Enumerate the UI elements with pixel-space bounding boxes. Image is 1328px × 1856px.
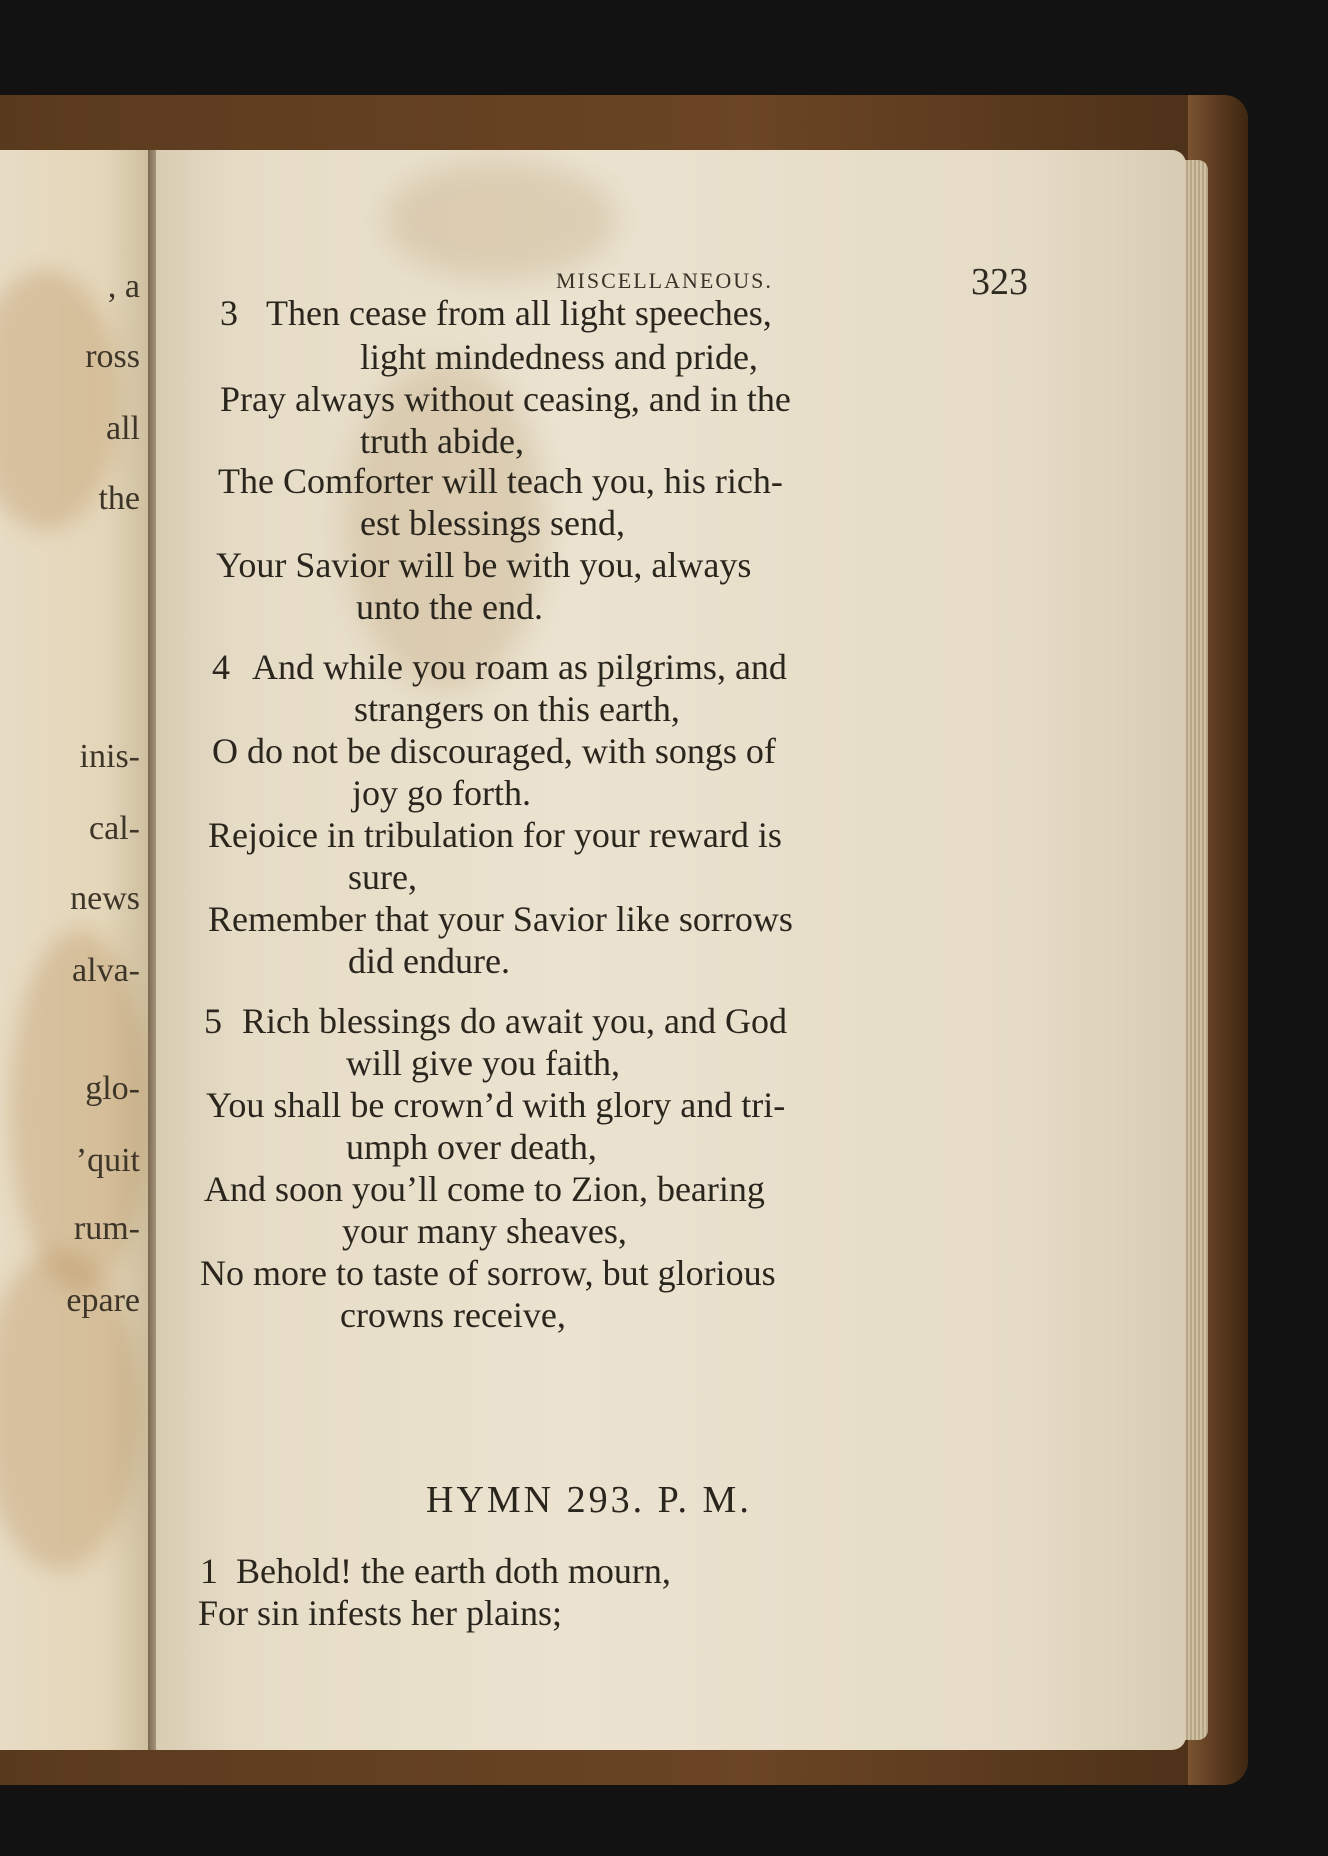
left-page <box>0 150 148 1750</box>
page-number: 323 <box>971 261 1028 303</box>
verse-line: est blessings send, <box>360 503 625 543</box>
verse-line: did endure. <box>348 941 510 981</box>
verse-number: 1 <box>200 1551 218 1591</box>
left-page-fragment: rum- <box>73 1210 140 1247</box>
verse-line: sure, <box>348 857 417 897</box>
verse-line: Remember that your Savior like sorrows <box>208 899 793 939</box>
verse-line: Pray always without ceasing, and in the <box>220 379 791 419</box>
verse-number: 3 <box>220 293 238 333</box>
verse-line: And soon you’ll come to Zion, bearing <box>204 1169 765 1209</box>
left-page-fragment: cal- <box>89 810 140 847</box>
page-stain <box>386 160 616 280</box>
hymn-title: HYMN 293. P. M. <box>426 1479 752 1521</box>
verse-line: You shall be crown’d with glory and tri- <box>206 1085 786 1125</box>
verse-number: 4 <box>212 647 230 687</box>
verse-line: joy go forth. <box>352 773 531 813</box>
running-head: MISCELLANEOUS. <box>556 268 773 293</box>
verse-number: 5 <box>204 1001 222 1041</box>
verse-line: And while you roam as pilgrims, and <box>252 647 787 687</box>
verse-line: No more to taste of sorrow, but glorious <box>200 1253 776 1293</box>
left-page-fragment: , a <box>107 268 140 305</box>
verse-line: your many sheaves, <box>342 1211 627 1251</box>
left-page-fragment: ross <box>85 338 140 375</box>
verse-line: Then cease from all light speeches, <box>266 293 772 333</box>
verse-line: light mindedness and pride, <box>360 337 758 377</box>
left-page-fragment: all <box>106 410 140 447</box>
left-page-fragment: alva- <box>72 952 140 989</box>
verse-line: unto the end. <box>356 587 543 627</box>
left-page-fragment: ’quit <box>75 1142 140 1179</box>
left-page-fragment: the <box>98 480 140 517</box>
left-page-fragment: epare <box>66 1282 140 1319</box>
verse-line: truth abide, <box>360 421 524 461</box>
verse-line: For sin infests her plains; <box>198 1593 562 1633</box>
verse-line: umph over death, <box>346 1127 597 1167</box>
verse-line: O do not be discouraged, with songs of <box>212 731 776 771</box>
verse-line: Your Savior will be with you, always <box>216 545 752 585</box>
verse-line: will give you faith, <box>346 1043 620 1083</box>
verse-line: Rich blessings do await you, and God <box>242 1001 787 1041</box>
left-page-fragment: inis- <box>79 738 140 775</box>
right-page <box>156 150 1186 1750</box>
verse-line: Behold! the earth doth mourn, <box>236 1551 671 1591</box>
book-gutter <box>148 150 156 1750</box>
verse-line: The Comforter will teach you, his rich- <box>218 461 783 501</box>
left-page-fragment: news <box>70 880 140 917</box>
verse-line: strangers on this earth, <box>354 689 680 729</box>
left-page-fragment: glo- <box>85 1070 140 1107</box>
verse-line: Rejoice in tribulation for your reward is <box>208 815 782 855</box>
verse-line: crowns receive, <box>340 1295 566 1335</box>
